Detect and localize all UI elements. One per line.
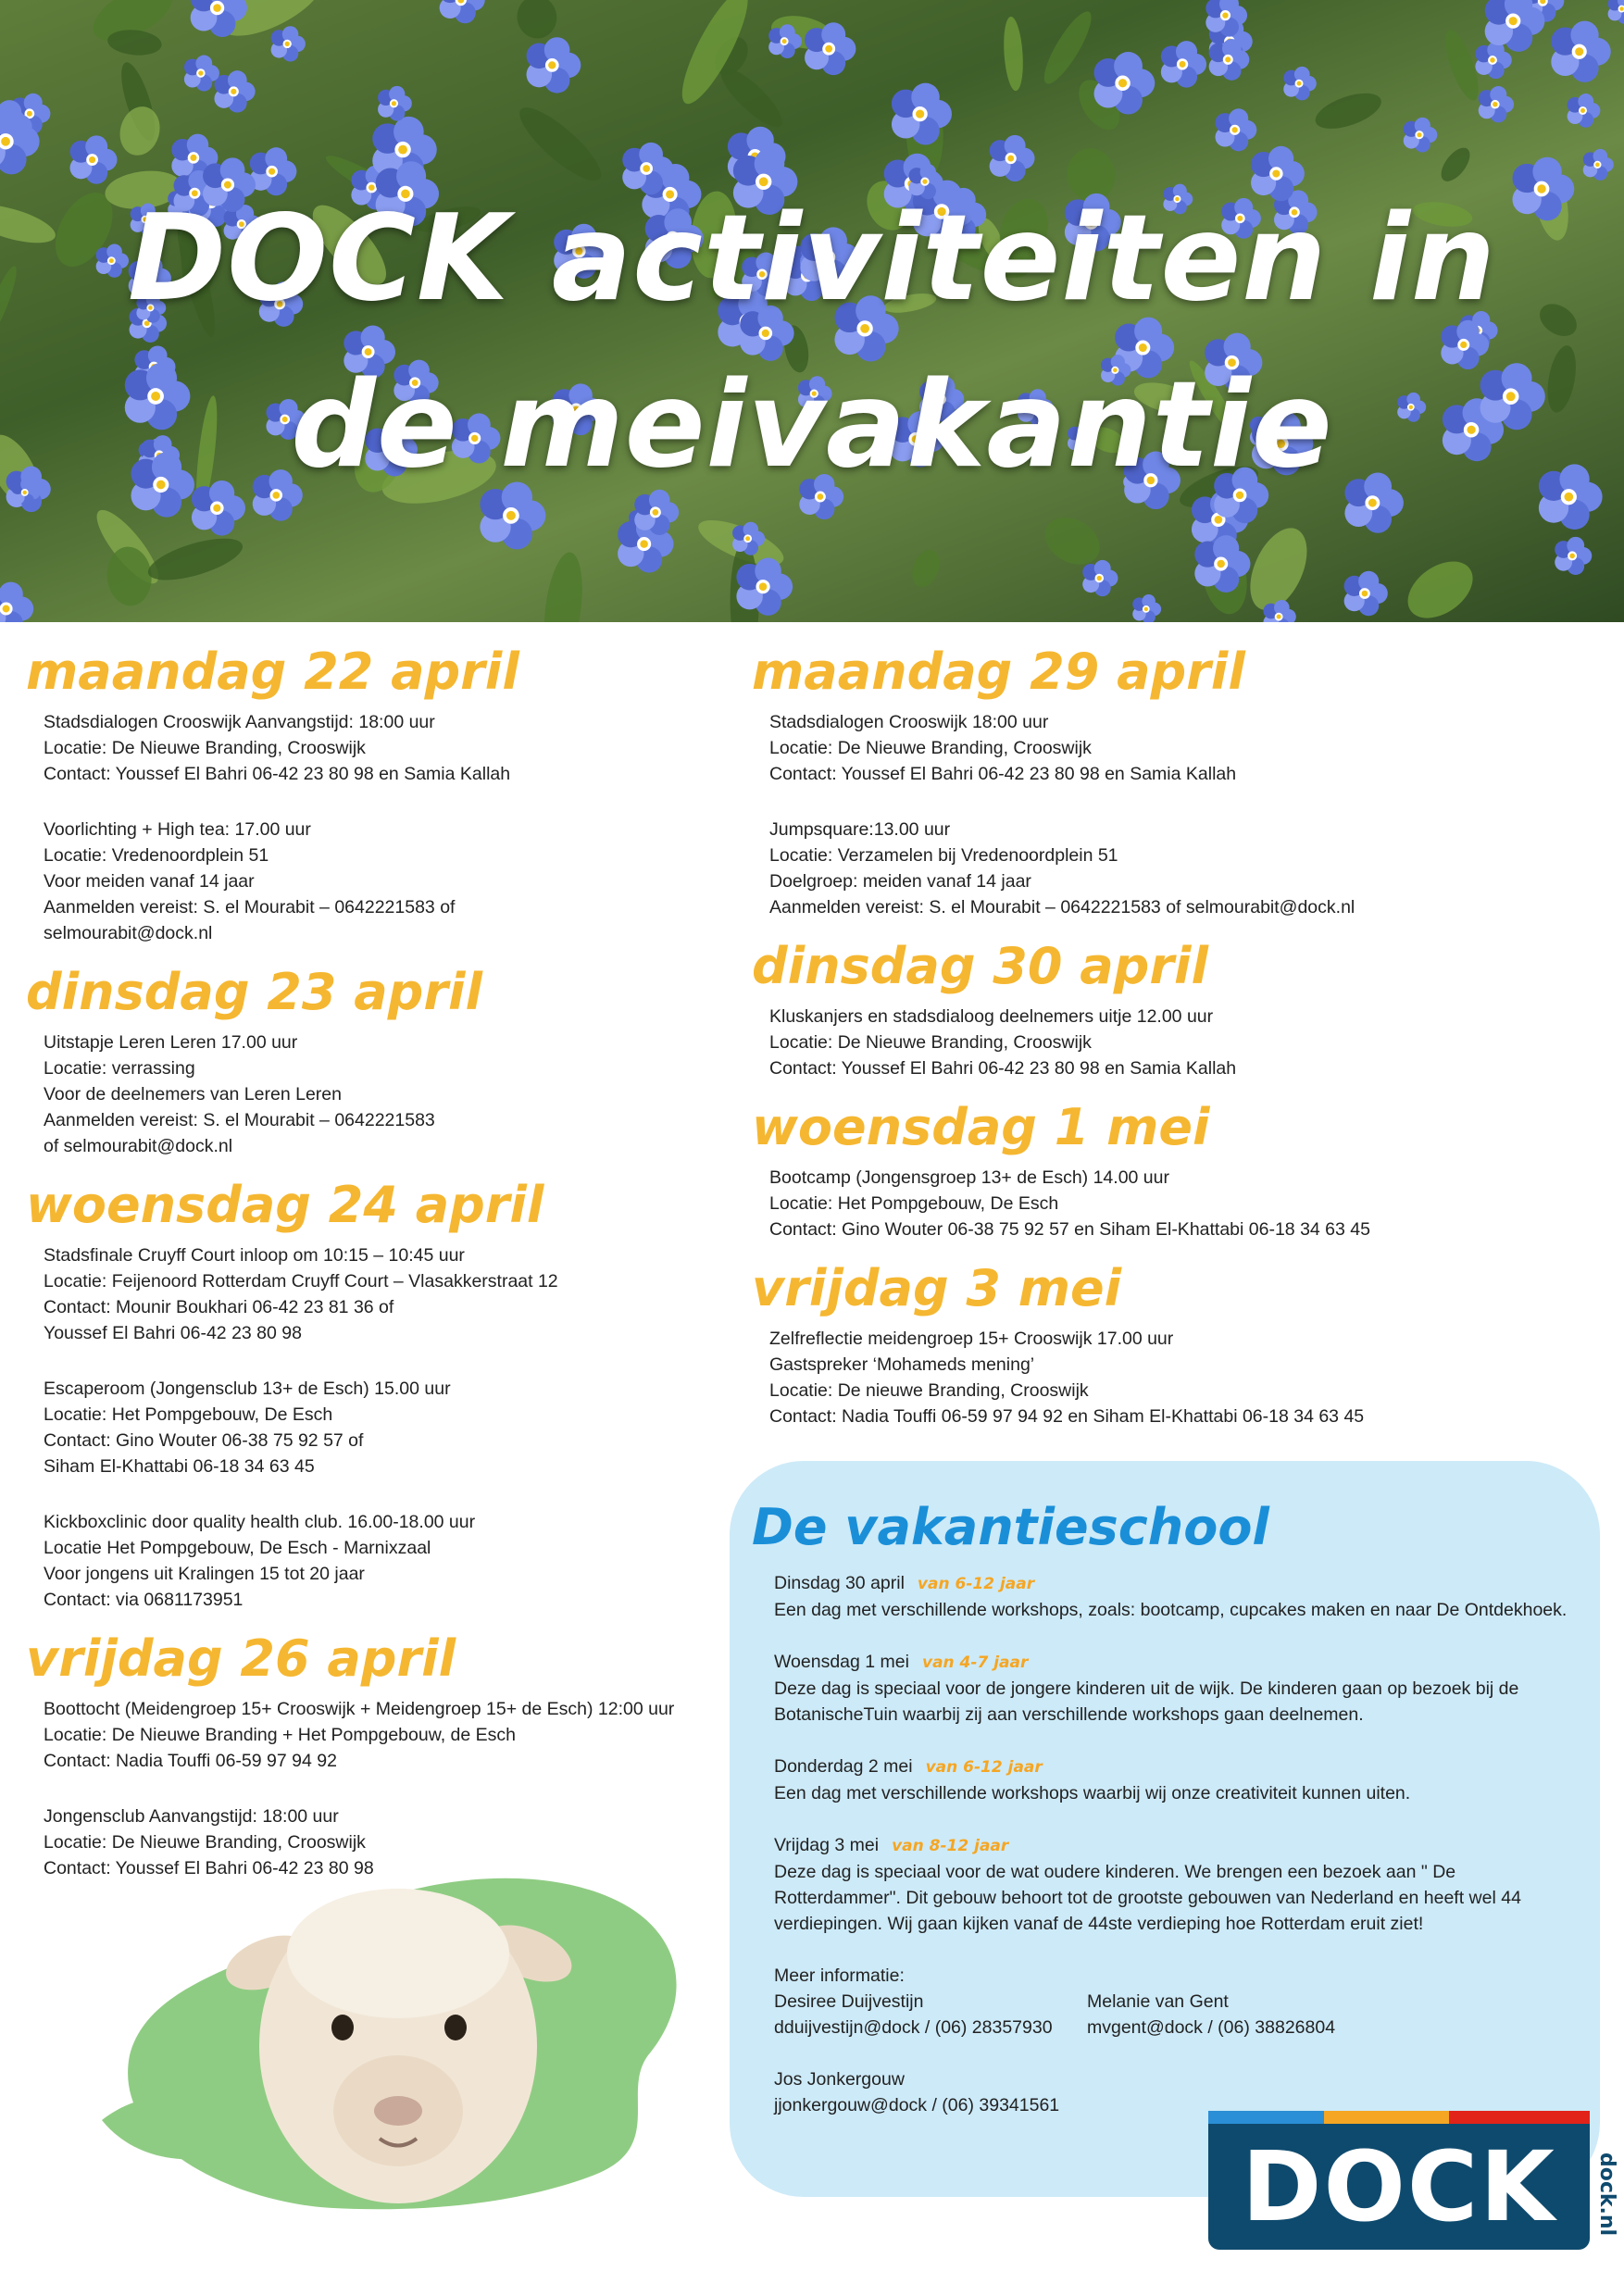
event-line: Contact: via 0681173951 bbox=[44, 1590, 244, 1610]
vakantieschool-day bbox=[774, 1570, 1580, 1623]
logo-box bbox=[1208, 2124, 1590, 2250]
vakantieschool-day-label: Vrijdag 3 mei bbox=[774, 1835, 880, 1855]
event-line: Doelgroep: meiden vanaf 14 jaar bbox=[769, 871, 1031, 892]
event-line: Locatie: De Nieuwe Branding, Crooswijk bbox=[769, 738, 1092, 758]
day-section bbox=[26, 639, 739, 946]
event-line: Gastspreker ‘Mohameds mening’ bbox=[769, 1354, 1035, 1375]
contact-name: Melanie van Gent bbox=[1087, 1991, 1229, 2012]
contact-info bbox=[774, 1963, 1580, 2120]
event-line: Siham El-Khattabi 06-18 34 63 45 bbox=[44, 1456, 315, 1477]
day-section bbox=[26, 1172, 739, 1613]
day-section bbox=[752, 1094, 1585, 1242]
event-block bbox=[769, 709, 1585, 787]
vakantieschool-day bbox=[774, 1753, 1580, 1806]
event-line: Contact: Youssef El Bahri 06-42 23 80 98 en Samia Kallah bbox=[44, 764, 511, 784]
vakantieschool-body bbox=[774, 1570, 1580, 2120]
event-line: Stadsdialogen Crooswijk 18:00 uur bbox=[769, 712, 1049, 732]
event-block bbox=[44, 817, 739, 946]
event-block bbox=[44, 1376, 739, 1479]
page-title-line-1: DOCK activiteiten in bbox=[128, 190, 1496, 328]
vakantieschool-box bbox=[730, 1461, 1600, 2197]
contact-name: Desiree Duijvestijn bbox=[774, 1991, 924, 2012]
vakantieschool-day bbox=[774, 1832, 1580, 1937]
event-block bbox=[769, 817, 1585, 920]
day-heading: dinsdag 30 april bbox=[752, 937, 1208, 995]
event-line: Contact: Youssef El Bahri 06-42 23 80 98 en Samia Kallah bbox=[769, 764, 1237, 784]
event-line: Locatie: Verzamelen bij Vredenoordplein 51 bbox=[769, 845, 1118, 866]
logo-text: DOCK bbox=[1242, 2130, 1556, 2243]
event-line: Boottocht (Meidengroep 15+ Crooswijk + Meidengroep 15+ de Esch) 12:00 uur bbox=[44, 1699, 675, 1719]
vakantieschool-day-description: Een dag met verschillende workshops waarbij wij onze creativiteit kunnen uiten. bbox=[774, 1783, 1411, 1803]
event-line: Contact: Gino Wouter 06-38 75 92 57 en Siham El-Khattabi 06-18 34 63 45 bbox=[769, 1219, 1370, 1240]
age-tag: van 6-12 jaar bbox=[917, 1575, 1035, 1593]
event-line: Jumpsquare:13.00 uur bbox=[769, 819, 951, 840]
event-line: Stadsdialogen Crooswijk Aanvangstijd: 18:00 uur bbox=[44, 712, 435, 732]
day-heading: maandag 22 april bbox=[26, 643, 519, 701]
logo-color-bar-blue bbox=[1208, 2111, 1324, 2124]
contact-block-left bbox=[774, 1963, 1053, 2040]
event-line: Locatie: De nieuwe Branding, Crooswijk bbox=[769, 1380, 1089, 1401]
event-line: Youssef El Bahri 06-42 23 80 98 bbox=[44, 1323, 302, 1343]
event-block bbox=[44, 1696, 739, 1774]
event-block bbox=[44, 1029, 739, 1159]
event-line: Voorlichting + High tea: 17.00 uur bbox=[44, 819, 311, 840]
day-heading: woensdag 24 april bbox=[26, 1176, 544, 1234]
event-line: Locatie: De Nieuwe Branding + Het Pompgebouw, de Esch bbox=[44, 1725, 517, 1745]
event-line: Locatie Het Pompgebouw, De Esch - Marnixzaal bbox=[44, 1538, 431, 1558]
logo-color-bar-red bbox=[1449, 2111, 1590, 2124]
dock-url: dock.nl bbox=[1595, 2152, 1618, 2237]
event-block bbox=[44, 709, 739, 787]
event-block bbox=[44, 1242, 739, 1346]
vakantieschool-day-description: Deze dag is speciaal voor de wat oudere kinderen. We brengen een bezoek aan " De Rotterdammer". Dit gebouw behoort tot de grootste gebouwen van Nederland en heeft wel 44 verdiepingen. Wij gaan kijken vanaf de 44ste verdieping hoe Rotterdam eruit ziet! bbox=[774, 1862, 1521, 1934]
event-line: Voor de deelnemers van Leren Leren bbox=[44, 1084, 342, 1104]
event-block bbox=[769, 1326, 1585, 1429]
event-line: Voor meiden vanaf 14 jaar bbox=[44, 871, 255, 892]
event-line: Contact: Nadia Touffi 06-59 97 94 92 bbox=[44, 1751, 337, 1771]
event-line: Aanmelden vereist: S. el Mourabit – 0642221583 of selmourabit@dock.nl bbox=[769, 897, 1355, 917]
event-line: Kickboxclinic door quality health club. 16.00-18.00 uur bbox=[44, 1512, 476, 1532]
day-section bbox=[26, 959, 739, 1159]
event-line: selmourabit@dock.nl bbox=[44, 923, 213, 943]
event-line: Contact: Nadia Touffi 06-59 97 94 92 en Siham El-Khattabi 06-18 34 63 45 bbox=[769, 1406, 1365, 1427]
event-line: of selmourabit@dock.nl bbox=[44, 1136, 233, 1156]
event-block bbox=[769, 1165, 1585, 1242]
vakantieschool-days bbox=[774, 1570, 1580, 1937]
day-heading: dinsdag 23 april bbox=[26, 963, 482, 1021]
contact-block-right bbox=[1087, 1989, 1335, 2040]
event-line: Uitstapje Leren Leren 17.00 uur bbox=[44, 1032, 298, 1053]
contact-block-bottom bbox=[774, 2066, 1059, 2118]
vakantieschool-day-description: Een dag met verschillende workshops, zoals: bootcamp, cupcakes maken en naar De Ontdekhoek. bbox=[774, 1600, 1568, 1620]
vakantieschool-day-header bbox=[774, 1649, 1580, 1676]
vakantieschool-day-header bbox=[774, 1570, 1580, 1597]
event-line: Aanmelden vereist: S. el Mourabit – 0642221583 of bbox=[44, 897, 456, 917]
event-line: Locatie: Feijenoord Rotterdam Cruyff Court – Vlasakkerstraat 12 bbox=[44, 1271, 558, 1292]
vakantieschool-day bbox=[774, 1649, 1580, 1728]
contact-details: dduijvestijn@dock / (06) 28357930 bbox=[774, 2017, 1053, 2038]
age-tag: van 6-12 jaar bbox=[925, 1758, 1043, 1777]
day-heading: woensdag 1 mei bbox=[752, 1098, 1210, 1156]
vakantieschool-day-header bbox=[774, 1832, 1580, 1859]
day-section bbox=[752, 639, 1585, 920]
event-line: Zelfreflectie meidengroep 15+ Crooswijk 17.00 uur bbox=[769, 1329, 1174, 1349]
event-line: Contact: Mounir Boukhari 06-42 23 81 36 of bbox=[44, 1297, 394, 1317]
logo-color-bar-orange bbox=[1324, 2111, 1449, 2124]
event-line: Locatie: De Nieuwe Branding, Crooswijk bbox=[44, 1832, 366, 1853]
contact-details: jjonkergouw@dock / (06) 39341561 bbox=[774, 2095, 1060, 2115]
event-line: Locatie: Het Pompgebouw, De Esch bbox=[769, 1193, 1059, 1214]
day-heading: vrijdag 26 april bbox=[26, 1629, 456, 1688]
event-line: Jongensclub Aanvangstijd: 18:00 uur bbox=[44, 1806, 339, 1827]
vakantieschool-day-label: Woensdag 1 mei bbox=[774, 1652, 909, 1672]
day-section bbox=[752, 1255, 1585, 1429]
day-heading: maandag 29 april bbox=[752, 643, 1245, 701]
event-line: Bootcamp (Jongensgroep 13+ de Esch) 14.00 uur bbox=[769, 1167, 1169, 1188]
event-line: Contact: Youssef El Bahri 06-42 23 80 98 en Samia Kallah bbox=[769, 1058, 1237, 1079]
right-column-schedule bbox=[752, 639, 1585, 1442]
lamb-picture bbox=[93, 1842, 704, 2231]
event-line: Contact: Gino Wouter 06-38 75 92 57 of bbox=[44, 1430, 364, 1451]
event-block bbox=[769, 1004, 1585, 1081]
header-photo bbox=[0, 0, 1624, 622]
dock-logo bbox=[1208, 2111, 1593, 2250]
event-line: Kluskanjers en stadsdialoog deelnemers uitje 12.00 uur bbox=[769, 1006, 1214, 1027]
event-line: Stadsfinale Cruyff Court inloop om 10:15 – 10:45 uur bbox=[44, 1245, 465, 1266]
event-line: Locatie: De Nieuwe Branding, Crooswijk bbox=[769, 1032, 1092, 1053]
left-column-schedule bbox=[26, 639, 739, 1894]
event-line: Locatie: Vredenoordplein 51 bbox=[44, 845, 269, 866]
vakantieschool-day-label: Dinsdag 30 april bbox=[774, 1573, 905, 1593]
contact-name: Jos Jonkergouw bbox=[774, 2069, 905, 2090]
event-line: Contact: Youssef El Bahri 06-42 23 80 98 bbox=[44, 1858, 374, 1878]
vakantieschool-heading: De vakantieschool bbox=[752, 1498, 1269, 1556]
vakantieschool-day-label: Donderdag 2 mei bbox=[774, 1756, 913, 1777]
event-line: Locatie: Het Pompgebouw, De Esch bbox=[44, 1404, 333, 1425]
day-section bbox=[752, 933, 1585, 1081]
vakantieschool-day-header bbox=[774, 1753, 1580, 1780]
contact-details: mvgent@dock / (06) 38826804 bbox=[1087, 2017, 1336, 2038]
event-line: Locatie: De Nieuwe Branding, Crooswijk bbox=[44, 738, 366, 758]
age-tag: van 8-12 jaar bbox=[892, 1837, 1009, 1855]
info-label: Meer informatie: bbox=[774, 1965, 905, 1986]
event-line: Voor jongens uit Kralingen 15 tot 20 jaar bbox=[44, 1564, 365, 1584]
day-heading: vrijdag 3 mei bbox=[752, 1259, 1122, 1317]
age-tag: van 4-7 jaar bbox=[921, 1653, 1029, 1672]
event-line: Aanmelden vereist: S. el Mourabit – 0642221583 bbox=[44, 1110, 435, 1130]
event-line: Locatie: verrassing bbox=[44, 1058, 195, 1079]
event-block bbox=[44, 1509, 739, 1613]
event-line: Escaperoom (Jongensclub 13+ de Esch) 15.00 uur bbox=[44, 1379, 451, 1399]
page-title-line-2: de meivakantie bbox=[291, 356, 1333, 494]
vakantieschool-day-description: Deze dag is speciaal voor de jongere kinderen uit de wijk. De kinderen gaan op bezoek bij de BotanischeTuin waarbij zij aan verschillende workshops gaan deelnemen. bbox=[774, 1678, 1519, 1725]
